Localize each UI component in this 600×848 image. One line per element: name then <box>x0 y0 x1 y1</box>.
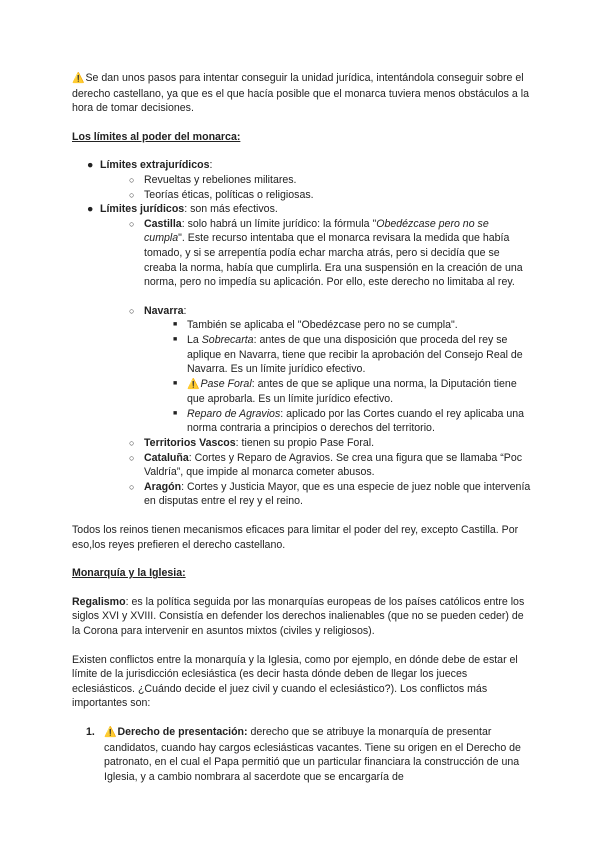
juridicos-title: Límites jurídicos <box>100 203 185 216</box>
circle-bullet-icon: ○ <box>129 174 135 185</box>
list-item-presentacion <box>72 725 532 784</box>
castilla-text-2: ". Este recurso intentaba que el monarca revisara la medida que había tomado, y si se arrepentía podía echar marcha atrás, pero si decidía que se creaba la norma, había que cumplirla. Era una suspensión en la creación de una norma, pero no impedía su aplicación. Por ello, este derecho no limitaba al rey. <box>144 232 523 289</box>
pase-foral-term: Pase Foral <box>200 377 252 390</box>
circle-bullet-icon: ○ <box>129 438 135 449</box>
regalismo-text: : es la política seguida por las monarquías europeas de los países católicos entre los siglos XVI y XVIII. Consistía en defender los derechos inalienables (que no se pueden ceder) de la Corona para intervenir en asuntos mixtos (civiles y religiosos). <box>72 595 525 637</box>
circle-bullet-icon: ○ <box>129 218 135 229</box>
list-item-cataluna <box>72 451 532 480</box>
list-item-navarra <box>72 304 532 436</box>
extrajuridicos-title: Límites extrajurídicos <box>100 159 210 172</box>
square-bullet-icon: ■ <box>173 335 178 343</box>
conflictos-paragraph: Existen conflictos entre la monarquía y la Iglesia, como por ejemplo, en dónde debe de estar el límite de la jurisdicción eclesiástica (es decir hasta dónde deben de llegar los jueces eclesiásticos. ¿Cuándo decide el juez civil y cuando el eclesiástico?). Los conflictos más importantes son: <box>72 653 518 710</box>
aragon-title: Aragón <box>144 480 182 493</box>
list-item-text: También se aplicaba el "Obedézcase pero no se cumpla". <box>187 319 458 332</box>
circle-bullet-icon: ○ <box>129 305 135 316</box>
vascos-text: : tienen su propio Pase Foral. <box>235 437 375 450</box>
circle-bullet-icon: ○ <box>129 481 135 492</box>
cataluna-text: : Cortes y Reparo de Agravios. Se crea una figura que se llamaba “Poc Valdría”, que impide al monarca cometer abusos. <box>144 451 523 479</box>
circle-bullet-icon: ○ <box>129 452 135 463</box>
list-item <box>72 333 532 377</box>
list-item <box>72 173 532 188</box>
regalismo-term: Regalismo <box>72 595 126 608</box>
castilla-text-1: : solo habrá un límite jurídico: la fórmula " <box>181 217 377 230</box>
sobrecarta-text: : antes de que una disposición que proceda del rey se aplique en Navarra, tiene que recibir la aprobación del Consejo Real de Navarra. Es un límite jurídico efectivo. <box>187 333 523 376</box>
reparo-agravios-text: : aplicado por las Cortes cuando el rey aplicaba una norma contraria a principios o derechos del territorio. <box>187 407 525 435</box>
list-item-text: Revueltas y rebeliones militares. <box>144 173 297 186</box>
list-item-castilla <box>72 217 532 290</box>
list-item-extrajuridicos <box>72 158 532 202</box>
square-bullet-icon: ■ <box>173 321 178 329</box>
list-item <box>72 318 532 333</box>
juridicos-suffix: : son más efectivos. <box>184 203 278 216</box>
navarra-sublist <box>72 318 532 436</box>
list-item <box>72 188 532 203</box>
warning-icon: ⚠️ <box>104 726 117 738</box>
list-item-aragon <box>72 480 532 509</box>
intro-paragraph <box>72 71 532 116</box>
warning-icon: ⚠️ <box>72 73 85 84</box>
navarra-suffix: : <box>183 304 187 317</box>
castilla-quote: Obedézcase pero no se cumpla <box>144 217 489 245</box>
extrajuridicos-sublist <box>72 173 532 202</box>
juridicos-sublist <box>72 217 532 509</box>
presentacion-text: derecho que se atribuye la monarquía de presentar candidatos, cuando hay cargos eclesiásticas vacantes. Tiene su origen en el Derecho de patronato, en el cual el Papa permitió que un particular financiara la construcción de una Iglesia, y a cambio nombrara al sacerdote que se encargaría de <box>104 725 521 783</box>
navarra-title: Navarra <box>144 304 184 317</box>
vascos-title: Territorios Vascos <box>144 437 236 450</box>
closing-paragraph: Todos los reinos tienen mecanismos eficaces para limitar el poder del rey, excepto Castilla. Por eso,los reyes prefieren el derecho castellano. <box>72 524 519 551</box>
list-item-text: Teorías éticas, políticas o religiosas. <box>144 188 314 201</box>
sobrecarta-term: Sobrecarta <box>201 333 254 346</box>
cataluna-title: Cataluña <box>144 451 189 464</box>
castilla-title: Castilla <box>144 217 182 230</box>
warning-icon: ⚠️ <box>187 378 200 390</box>
aragon-text: : Cortes y Justicia Mayor, que es una especie de juez noble que intervenía en disputas entre el rey y el reino. <box>144 480 531 508</box>
section-heading-limites: Los límites al poder del monarca: <box>72 130 241 143</box>
list-item-juridicos <box>72 202 532 509</box>
extrajuridicos-suffix: : <box>209 159 213 172</box>
bullet-icon: ● <box>87 159 94 172</box>
presentacion-title: Derecho de presentación: <box>117 725 248 738</box>
section-heading-monarquia: Monarquía y la Iglesia: <box>72 567 186 580</box>
conflictos-list <box>72 725 532 784</box>
reparo-agravios-term: Reparo de Agravios <box>187 407 281 420</box>
list-number: 1. <box>86 725 95 738</box>
bullet-icon: ● <box>87 203 94 216</box>
pase-foral-text: : antes de que se aplique una norma, la Diputación tiene que aprobarla. Es un límite jurídico efectivo. <box>187 377 517 406</box>
circle-bullet-icon: ○ <box>129 189 135 200</box>
regalismo-paragraph <box>72 595 532 639</box>
square-bullet-icon: ■ <box>173 409 178 417</box>
list-item-vascos <box>72 436 532 451</box>
limites-list <box>72 158 532 509</box>
list-item <box>72 407 532 436</box>
square-bullet-icon: ■ <box>173 379 178 387</box>
intro-text: Se dan unos pasos para intentar conseguir la unidad jurídica, intentándola conseguir sobre el derecho castellano, ya que es el que hacía posible que el monarca tuviera menos obstáculos a la hora de tomar decisiones. <box>72 72 529 115</box>
sobrecarta-pre: La <box>187 333 202 346</box>
list-item <box>72 377 532 407</box>
